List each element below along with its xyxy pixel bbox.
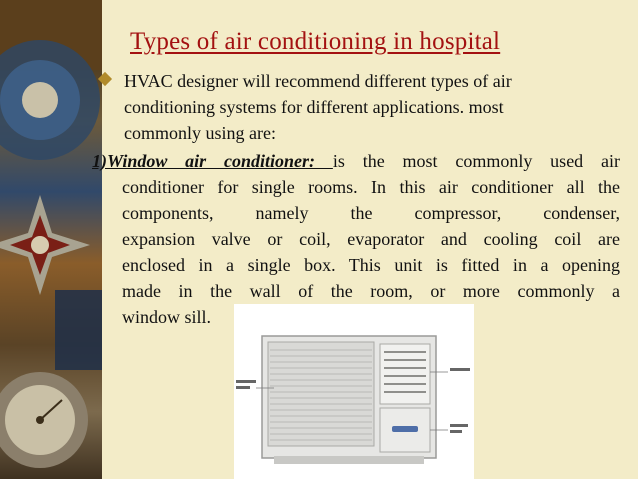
window-ac-paragraph [92,148,620,330]
intro-line: HVAC designer will recommend different types of air [124,71,512,91]
window-ac-line: conditioner for single rooms. In this air conditioner all the [122,177,620,197]
intro-paragraph [124,68,604,146]
window-ac-line: window sill. [122,307,212,327]
window-ac-line: expansion valve or coil, evaporator and cooling coil are [122,229,620,249]
decorative-photo-strip [0,0,102,479]
window-ac-heading: 1)Window air conditioner: [92,151,333,171]
slide-title: Types of air conditioning in hospital [130,28,501,55]
intro-line: commonly using are: [124,123,276,143]
window-ac-line: components, namely the compressor, condenser, [122,203,620,223]
window-ac-line: is the most commonly used air [332,151,620,171]
intro-line: conditioning systems for different applications. most [124,97,504,117]
window-ac-image [234,304,474,479]
window-ac-line: made in the wall of the room, or more commonly a [122,281,620,301]
window-ac-first-line [92,148,620,174]
window-ac-line: enclosed in a single box. This unit is fitted in a opening [122,255,620,275]
